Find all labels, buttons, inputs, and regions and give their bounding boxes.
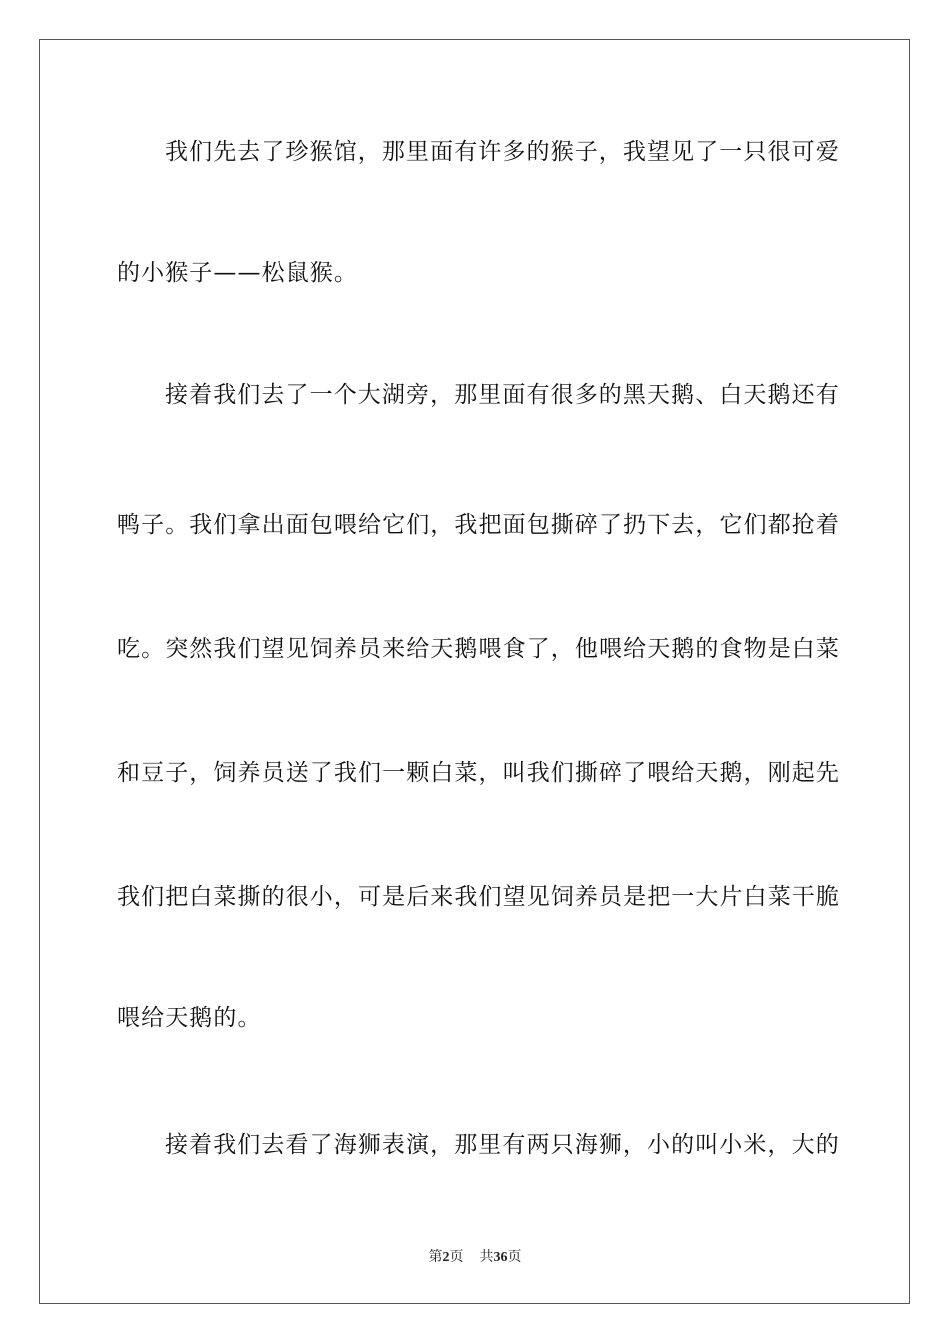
paragraph-1-line-1: 我们先去了珍猴馆，那里面有许多的猴子，我望见了一只很可爱 (165, 139, 840, 165)
paragraph-2-line-5: 我们把白菜撕的很小，可是后来我们望见饲养员是把一大片白菜干脆 (117, 884, 840, 910)
footer-page-prefix: 第 (428, 1249, 443, 1265)
paragraph-2-line-2: 鸭子。我们拿出面包喂给它们，我把面包撕碎了扔下去，它们都抢着 (117, 512, 840, 538)
footer-total-prefix: 共 (479, 1249, 494, 1265)
page-border (39, 39, 910, 1304)
paragraph-3-line-1: 接着我们去看了海狮表演，那里有两只海狮，小的叫小米，大的 (165, 1132, 840, 1158)
footer-total-pages: 36 (493, 1250, 508, 1265)
paragraph-2-line-3: 吃。突然我们望见饲养员来给天鹅喂食了，他喂给天鹅的食物是白菜 (117, 636, 840, 662)
footer-page-suffix: 页 (449, 1249, 464, 1265)
paragraph-1-line-2: 的小猴子——松鼠猴。 (117, 260, 358, 286)
page-footer (0, 1248, 950, 1267)
paragraph-2-line-4: 和豆子，饲养员送了我们一颗白菜，叫我们撕碎了喂给天鹅，刚起先 (117, 760, 840, 786)
paragraph-2-line-1: 接着我们去了一个大湖旁，那里面有很多的黑天鹅、白天鹅还有 (165, 382, 840, 408)
footer-page-number: 2 (442, 1250, 450, 1265)
footer-total-suffix: 页 (507, 1249, 522, 1265)
paragraph-2-line-6: 喂给天鹅的。 (117, 1005, 262, 1031)
